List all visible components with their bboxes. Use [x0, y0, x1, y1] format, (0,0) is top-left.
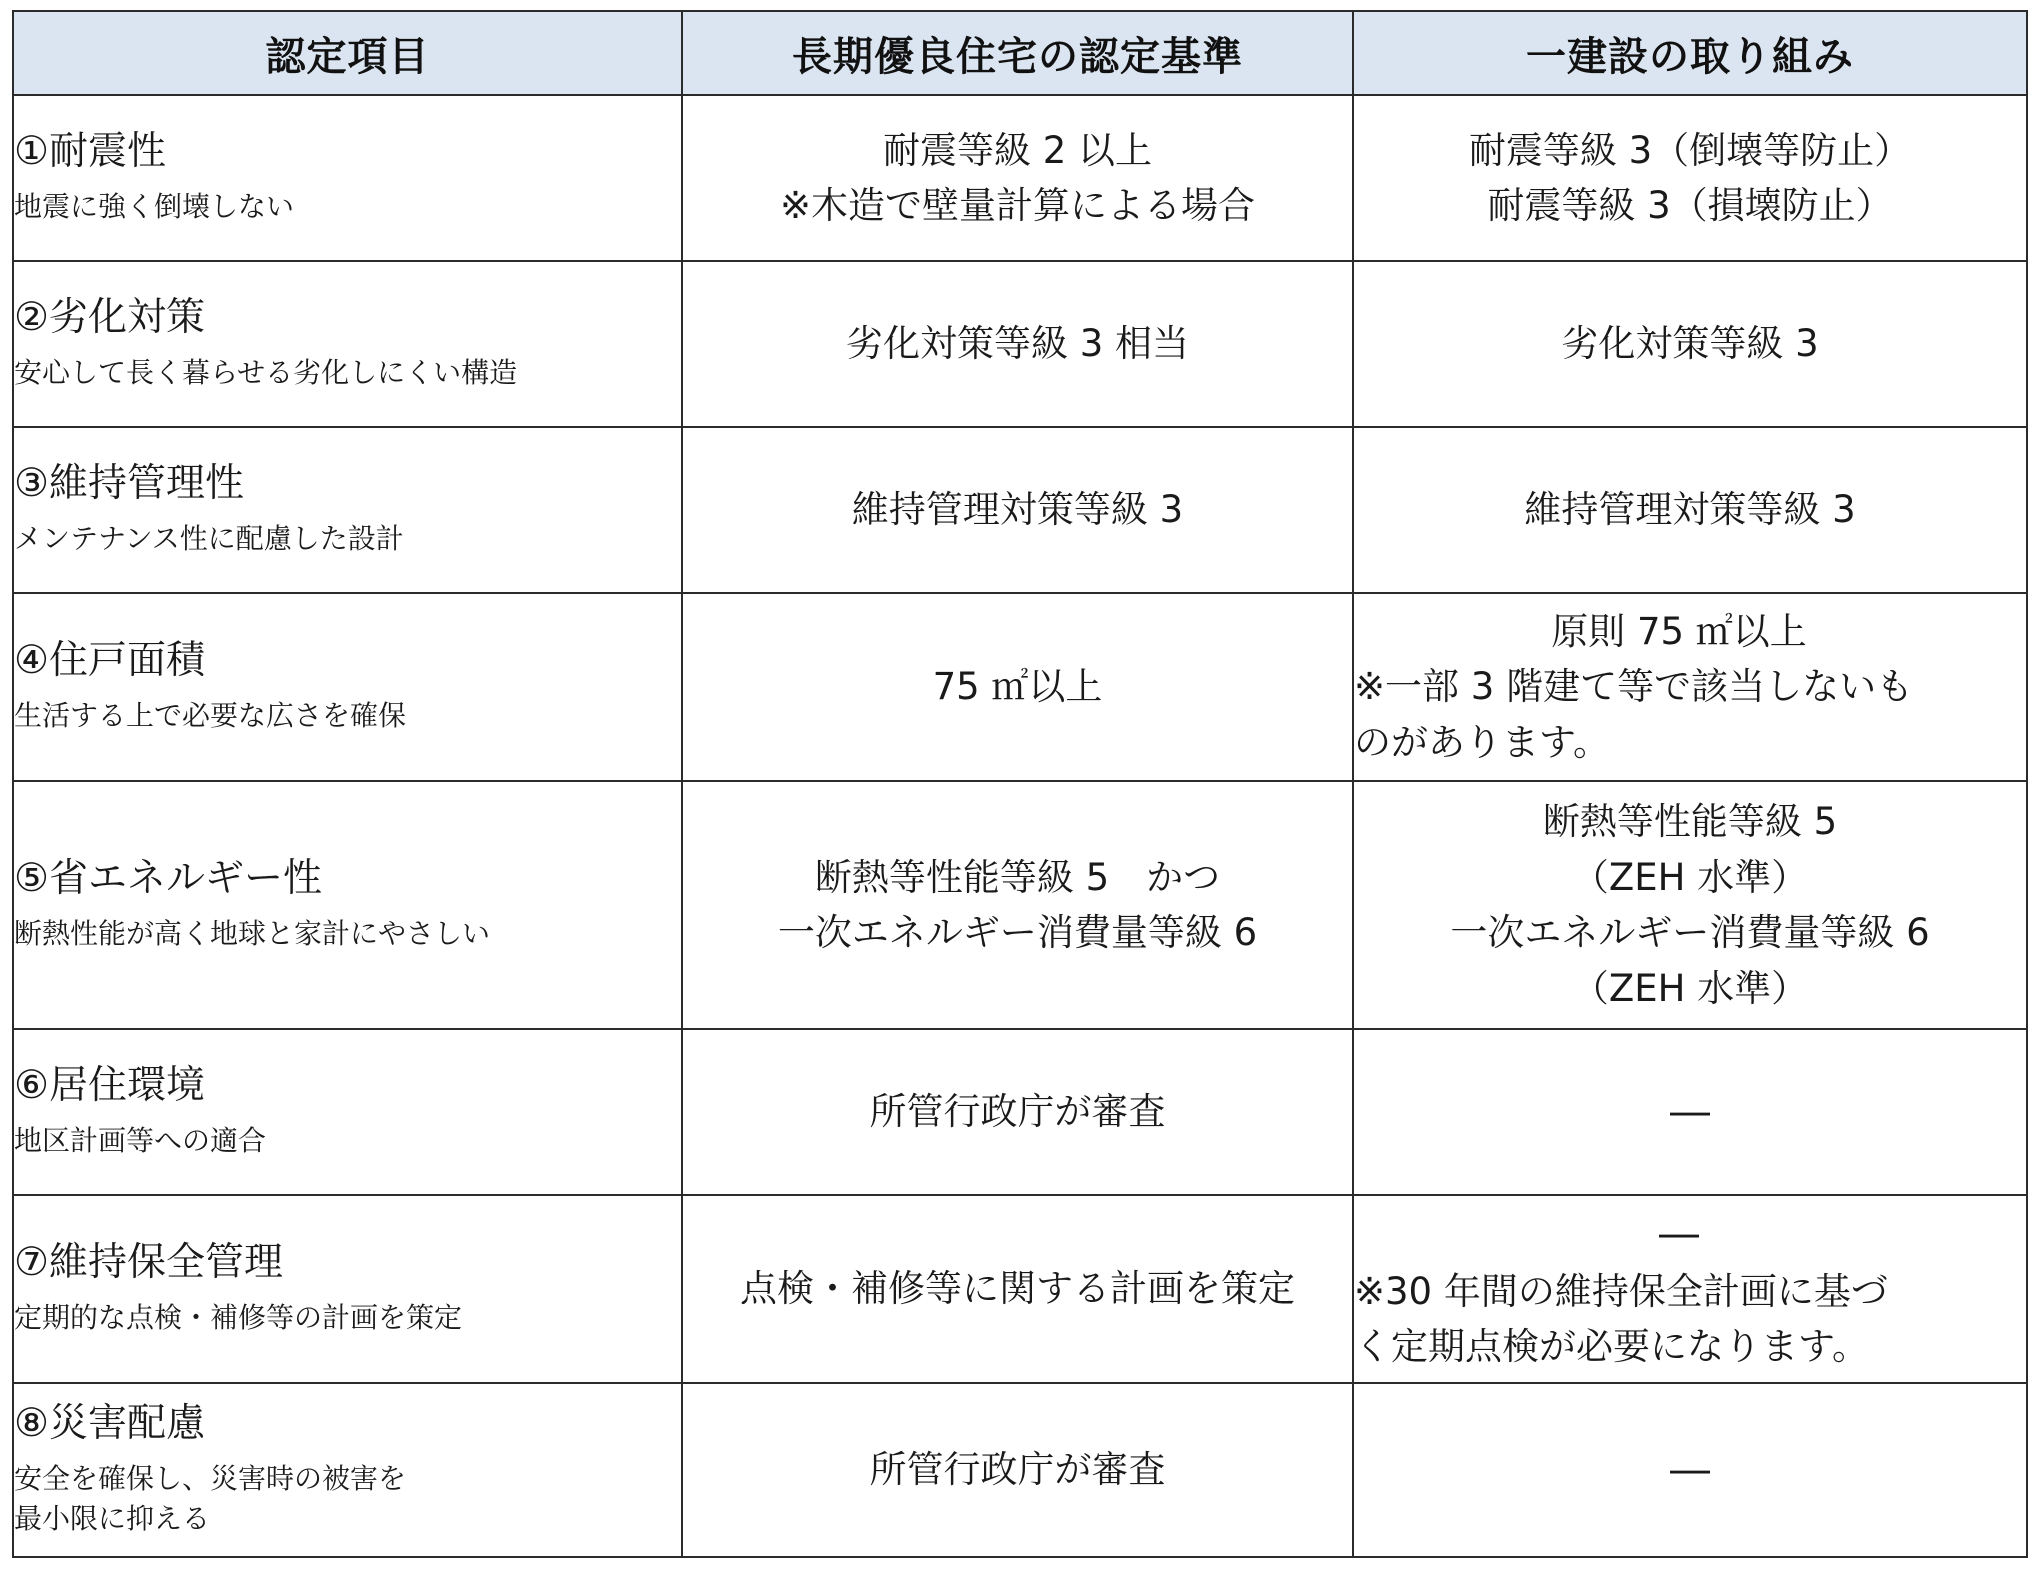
standard-line: 耐震等級 2 以上: [882, 128, 1153, 172]
standard-line: 所管行政庁が審査: [869, 1448, 1166, 1492]
initiative-line: のがあります。: [1354, 720, 1611, 764]
standard-cell: [682, 427, 1353, 593]
table-row: [13, 1029, 2027, 1195]
standard-line: 劣化対策等級 3 相当: [845, 322, 1190, 366]
initiative-line: 維持管理対策等級 3: [1524, 488, 1856, 532]
item-cell: [13, 781, 682, 1029]
header-item: 認定項目: [13, 11, 682, 95]
header-initiative: 一建設の取り組み: [1353, 11, 2027, 95]
initiative-line: 耐震等級 3（損壊防止）: [1487, 184, 1893, 227]
item-title: ⑥居住環境: [14, 1063, 205, 1109]
initiative-cell: [1353, 1195, 2027, 1383]
standard-cell: [682, 593, 1353, 781]
initiative-line: 一次エネルギー消費量等級 6: [1450, 911, 1930, 954]
initiative-line: ※30 年間の維持保全計画に基づ: [1354, 1269, 1888, 1313]
item-title: ③維持管理性: [14, 461, 244, 507]
standard-line: 一次エネルギー消費量等級 6: [777, 911, 1258, 954]
standard-line: 点検・補修等に関する計画を策定: [740, 1267, 1295, 1311]
item-title: ②劣化対策: [14, 295, 205, 341]
item-title: ⑤省エネルギー性: [14, 856, 322, 902]
item-cell: [13, 261, 682, 427]
item-description: メンテナンス性に配慮した設計: [14, 522, 404, 556]
initiative-cell: [1353, 781, 2027, 1029]
dash-line: ―: [1670, 1089, 1710, 1135]
initiative-cell: [1353, 593, 2027, 781]
initiative-line: 劣化対策等級 3: [1561, 322, 1819, 366]
table-row: [13, 261, 2027, 427]
initiative-cell: [1353, 1029, 2027, 1195]
item-cell: [13, 593, 682, 781]
initiative-line: く定期点検が必要になります。: [1354, 1325, 1870, 1368]
initiative-line: （ZEH 水準）: [1571, 855, 1809, 899]
initiative-line: 原則 75 ㎡以上: [1551, 609, 1807, 653]
item-cell: [13, 427, 682, 593]
item-description: 安心して長く暮らせる劣化しにくい構造: [14, 356, 518, 390]
initiative-line: 耐震等級 3（倒壊等防止）: [1468, 128, 1912, 172]
initiative-line: （ZEH 水準）: [1571, 966, 1809, 1010]
item-cell: [13, 1383, 682, 1557]
table-row: [13, 427, 2027, 593]
initiative-cell: [1353, 261, 2027, 427]
standard-line: 断熱等性能等級 5 かつ: [814, 855, 1221, 899]
item-title: ①耐震性: [14, 129, 166, 175]
standard-cell: [682, 1195, 1353, 1383]
item-cell: [13, 95, 682, 261]
initiative-line: 断熱等性能等級 5: [1542, 800, 1838, 843]
item-title: ④住戸面積: [14, 638, 205, 684]
standard-line: 維持管理対策等級 3: [851, 488, 1184, 532]
standard-cell: [682, 261, 1353, 427]
item-cell: [13, 1195, 682, 1383]
table-row: [13, 1383, 2027, 1557]
dash-line: ―: [1670, 1447, 1710, 1493]
standard-cell: [682, 781, 1353, 1029]
initiative-cell: [1353, 1383, 2027, 1557]
standard-line: ※木造で壁量計算による場合: [779, 184, 1255, 227]
item-description: 生活する上で必要な広さを確保: [14, 699, 407, 733]
table-row: [13, 781, 2027, 1029]
standard-cell: [682, 1383, 1353, 1557]
header-standard: 長期優良住宅の認定基準: [682, 11, 1353, 95]
item-description: 地区計画等への適合: [14, 1124, 267, 1158]
table-row: [13, 593, 2027, 781]
initiative-cell: [1353, 95, 2027, 261]
standard-cell: [682, 1029, 1353, 1195]
item-description: 地震に強く倒壊しない: [14, 190, 295, 224]
item-description: 断熱性能が高く地球と家計にやさしい: [14, 917, 491, 951]
table-row: [13, 95, 2027, 261]
standard-line: 所管行政庁が審査: [869, 1090, 1166, 1134]
standard-cell: [682, 95, 1353, 261]
standard-line: 75 ㎡以上: [932, 665, 1103, 709]
table-row: [13, 1195, 2027, 1383]
initiative-cell: [1353, 427, 2027, 593]
item-description: 定期的な点検・補修等の計画を策定: [14, 1301, 463, 1335]
header-row: [13, 11, 2027, 95]
dash-line: ―: [1659, 1210, 1699, 1257]
initiative-line: ※一部 3 階建て等で該当しないも: [1354, 665, 1914, 709]
item-cell: [13, 1029, 682, 1195]
item-description: 安全を確保し、災害時の被害を 最小限に抑える: [14, 1461, 407, 1536]
item-title: ⑧災害配慮: [14, 1401, 205, 1447]
certification-table: [12, 10, 2028, 1558]
item-title: ⑦維持保全管理: [14, 1240, 283, 1286]
